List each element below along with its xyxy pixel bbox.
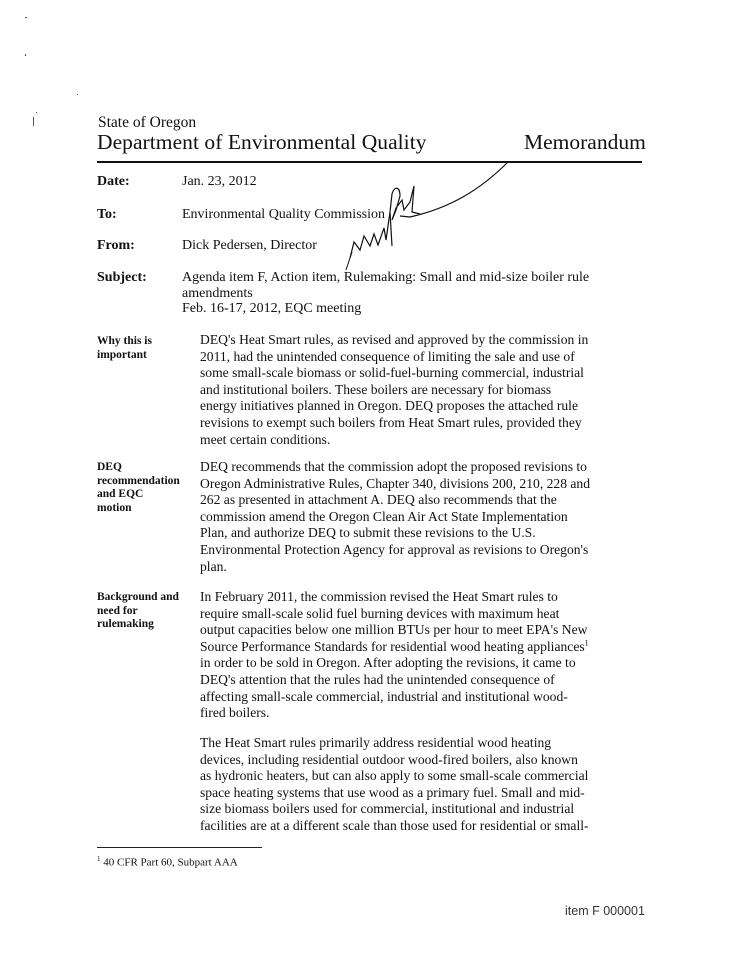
to-value: Environmental Quality Commission: [182, 207, 385, 222]
text-line: DEQ's Heat Smart rules, as revised and approved by the commission in: [200, 332, 589, 347]
date-label: Date:: [97, 174, 130, 189]
from-value: Dick Pedersen, Director: [182, 238, 317, 253]
scan-speck: [36, 112, 37, 113]
text-line: in order to be sold in Oregon. After adopting the revisions, it came to: [200, 655, 576, 671]
section-body-why-important: [200, 332, 635, 448]
date-value: Jan. 23, 2012: [182, 174, 257, 189]
text-line: DEQ recommends that the commission adopt the proposed revisions to: [200, 459, 587, 474]
scan-speck: [25, 54, 26, 56]
text-line: plan.: [200, 558, 227, 574]
text-line: Source Performance Standards for residential wood heating appliances$^1$: [200, 638, 589, 654]
section-label-background: Background and need for rulemaking: [97, 591, 179, 630]
text-line: 2011, had the unintended consequence of limiting the sale and use of: [200, 348, 575, 364]
section-body-recommendation: [200, 459, 635, 575]
scan-speck: [77, 94, 78, 95]
text-line: revisions to exempt such boilers from Heat Smart rules, provided they: [200, 414, 582, 430]
footnote-marker: 1: [97, 855, 101, 863]
text-line: devices, including residential outdoor wood-fired boilers, also known: [200, 751, 578, 767]
state-heading: State of Oregon: [98, 114, 197, 131]
text-line: DEQ's attention that the rules had the unintended consequence of: [200, 671, 555, 687]
text-line: some small-scale biomass or solid-fuel-burning commercial, industrial: [200, 365, 584, 381]
text-line: facilities are at a different scale than those used for residential or small-: [200, 817, 589, 833]
subject-line: amendments: [182, 285, 253, 301]
text-line: Environmental Protection Agency for approval as revisions to Oregon's: [200, 541, 589, 557]
text-line: as hydronic heaters, but can also apply to some small-scale commercial: [200, 768, 589, 784]
text-line: Oregon Administrative Rules, Chapter 340, divisions 200, 210, 228 and: [200, 475, 591, 491]
text-line: Plan, and authorize DEQ to submit these revisions to the U.S.: [200, 525, 536, 541]
section-body-background: [200, 589, 635, 722]
from-label: From:: [97, 238, 135, 253]
text-line: space heating systems that use wood as a primary fuel. Small and mid-: [200, 784, 585, 800]
section-label-recommendation: DEQ recommendation and EQC motion: [97, 461, 180, 514]
text-line: The Heat Smart rules primarily address residential wood heating: [200, 735, 552, 750]
text-line: fired boilers.: [200, 705, 270, 721]
text-line: output capacities below one million BTUs per hour to meet EPA's New: [200, 622, 588, 638]
footnote-divider: [97, 847, 262, 848]
footnote-text: 40 CFR Part 60, Subpart AAA: [103, 856, 238, 869]
to-label: To:: [97, 207, 117, 222]
section-label-why-important: Why this is important: [97, 335, 152, 361]
text-line: and institutional boilers. These boilers are necessary for biomass: [200, 381, 552, 397]
text-line: size biomass boilers used for commercial, institutional and industrial: [200, 801, 575, 817]
text-line: meet certain conditions.: [200, 431, 331, 447]
subject-line: Agenda item F, Action item, Rulemaking: Small and mid-size boiler rule: [182, 270, 590, 285]
subject-value: [182, 270, 602, 317]
document-type: Memorandum: [524, 130, 646, 154]
footnote-ref: 1: [584, 638, 589, 648]
text-line: 262 as presented in attachment A. DEQ also recommends that the: [200, 492, 557, 508]
scan-speck: [33, 117, 34, 126]
department-title: Department of Environmental Quality: [97, 130, 427, 154]
section-body-background-2: [200, 735, 635, 835]
footnote: [97, 855, 238, 869]
text-line: commission amend the Oregon Clean Air Act State Implementation: [200, 508, 568, 524]
item-stamp: item F 000001: [565, 904, 645, 918]
subject-line: Feb. 16-17, 2012, EQC meeting: [182, 301, 362, 316]
text-line: require small-scale solid fuel burning devices with maximum heat: [200, 605, 560, 621]
text-line: In February 2011, the commission revised the Heat Smart rules to: [200, 589, 558, 604]
text-line: energy initiatives planned in Oregon. DEQ proposes the attached rule: [200, 398, 578, 414]
scan-speck: [25, 17, 27, 18]
director-signature: [330, 150, 530, 270]
subject-label: Subject:: [97, 270, 147, 285]
text-line: affecting small-scale commercial, industrial and institutional wood-: [200, 688, 568, 704]
